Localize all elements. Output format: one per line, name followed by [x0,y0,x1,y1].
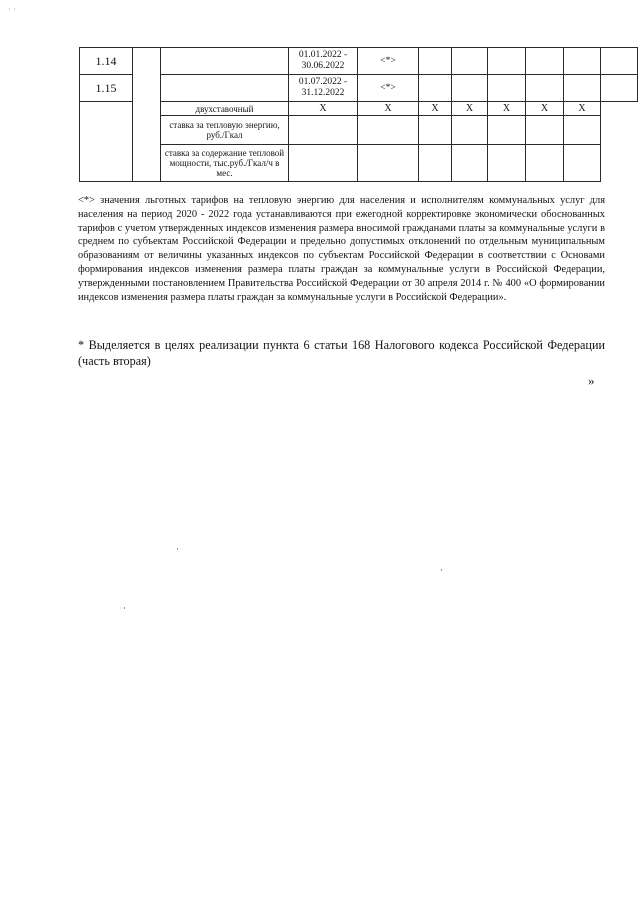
empty-cell [526,116,564,145]
footnote-text: значения льготных тарифов на тепловую энергию для населения и исполнителям коммунальных услуг для населения на период 2020 - 2022 года устанавливаются при ежегодной корректировке экономически обоснованных тарифов с учетом утвержденных индексов изменения размера вносимой гражданами платы за коммунальные услуги в среднем по субъектам Российской Федерации и предельно допустимых отклонений по отдельным муниципальным образованиям от величины указанных индексов по субъектам Российской Федерации в соответствии с Основами формирования индексов изменения размера платы граждан за коммунальные услуги в Российской Федерации, утвержденными постановлением Правительства Российской Федерации от 30 апреля 2014 г. № 400 «О формировании индексов изменения размера платы граждан за коммунальные услуги в Российской Федерации». [78,195,605,303]
empty-cell [564,145,601,182]
empty-cell [161,75,289,102]
empty-cell [564,116,601,145]
empty-cell [452,145,488,182]
empty-cell [488,48,526,75]
merged-cell [133,48,161,182]
x-cell: Х [488,102,526,116]
empty-cell [526,145,564,182]
x-cell: Х [452,102,488,116]
footnote-marker: <*> [78,195,95,206]
empty-cell [564,75,601,102]
x-cell: Х [564,102,601,116]
tariff-label: ставка за содержание тепловой мощности, тыс.руб./Гкал/ч в мес. [161,145,289,182]
corner-mark: · · [8,4,17,14]
empty-cell [488,145,526,182]
empty-cell [161,48,289,75]
row-number: 1.14 [80,48,133,75]
empty-cell [419,75,452,102]
period-cell: 01.01.2022 - 30.06.2022 [289,48,358,75]
empty-cell [419,48,452,75]
empty-cell [358,145,419,182]
closing-quote: » [588,373,595,388]
table-row [80,116,638,145]
tax-note: * Выделяется в целях реализации пункта 6 статьи 168 Налогового кодекса Российской Федерации (часть вторая) [78,338,605,368]
row-number: 1.15 [80,75,133,102]
empty-cell [488,116,526,145]
empty-cell [419,145,452,182]
empty-cell [452,75,488,102]
empty-cell [526,75,564,102]
value-cell: <*> [358,48,419,75]
tariff-label: ставка за тепловую энергию, руб./Гкал [161,116,289,145]
tariff-label: двухставочный [161,102,289,116]
x-cell: Х [358,102,419,116]
empty-cell [358,116,419,145]
empty-cell [452,48,488,75]
empty-cell [289,145,358,182]
empty-cell [601,75,638,102]
scan-speck [441,569,442,571]
table-row [80,145,638,182]
table-row [80,48,638,75]
scan-speck [177,548,178,550]
empty-cell [289,116,358,145]
empty-cell [419,116,452,145]
empty-cell [526,48,564,75]
footnote-paragraph [78,194,605,304]
table-row [80,75,638,102]
x-cell: Х [419,102,452,116]
table-row [80,102,638,116]
value-cell: <*> [358,75,419,102]
x-cell: Х [289,102,358,116]
empty-cell [601,48,638,75]
scan-speck [124,607,125,609]
empty-cell [488,75,526,102]
period-cell: 01.07.2022 - 31.12.2022 [289,75,358,102]
tariff-table [79,47,638,182]
empty-cell [564,48,601,75]
empty-cell [452,116,488,145]
empty-cell [80,102,133,182]
x-cell: Х [526,102,564,116]
